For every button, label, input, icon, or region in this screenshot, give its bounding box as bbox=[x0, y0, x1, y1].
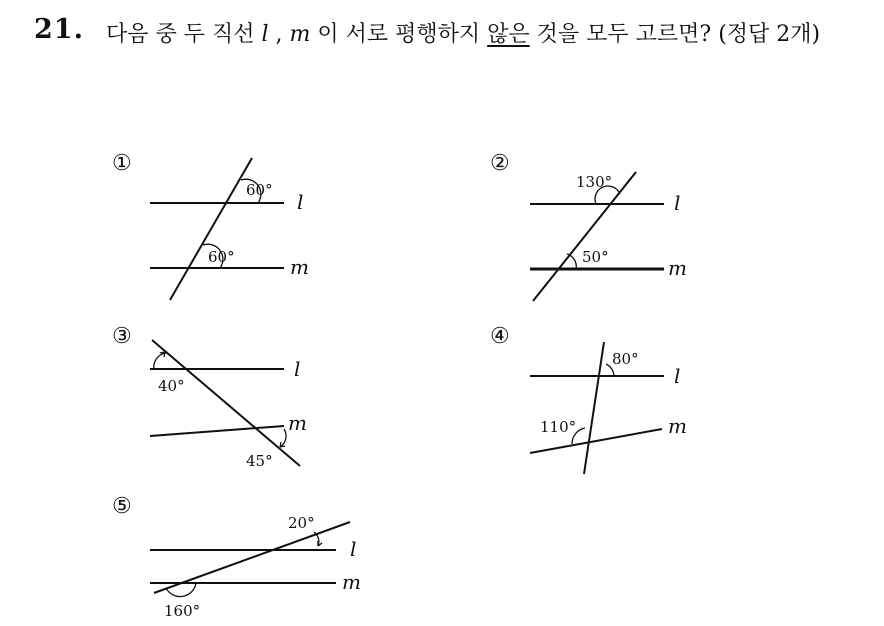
label-l: l bbox=[674, 364, 681, 388]
angle-bottom: 160° bbox=[164, 602, 201, 620]
underlined-keyword: 않은 bbox=[487, 22, 530, 47]
figure-4 bbox=[490, 324, 687, 474]
angle-bottom: 45° bbox=[246, 452, 273, 470]
label-m: m bbox=[668, 414, 687, 438]
label-m: m bbox=[342, 570, 361, 594]
choice-3-marker: ③ bbox=[112, 324, 132, 349]
label-l: l bbox=[350, 537, 357, 561]
angle-top: 20° bbox=[288, 514, 315, 532]
choice-5-marker: ⑤ bbox=[112, 494, 132, 519]
angle-bottom: 110° bbox=[540, 418, 577, 436]
figure-2 bbox=[490, 151, 687, 301]
transversal bbox=[584, 342, 604, 474]
label-l: l bbox=[294, 357, 301, 381]
choice-4-marker: ④ bbox=[490, 324, 510, 349]
label-m: m bbox=[288, 411, 307, 435]
choice-1-marker: ① bbox=[112, 151, 132, 176]
figure-5 bbox=[112, 494, 361, 620]
label-l: l bbox=[297, 190, 304, 214]
line-l-variable: l bbox=[261, 22, 269, 47]
angle-arrow-top bbox=[318, 541, 322, 546]
angle-top: 60° bbox=[246, 181, 273, 199]
figure-1 bbox=[112, 151, 309, 300]
label-m: m bbox=[668, 256, 687, 280]
label-m: m bbox=[290, 255, 309, 279]
figure-3 bbox=[112, 324, 307, 470]
transversal bbox=[533, 172, 636, 301]
angle-top: 130° bbox=[576, 173, 613, 191]
question-middle: 이 서로 평행하지 bbox=[310, 22, 488, 47]
angle-bottom: 50° bbox=[582, 248, 609, 266]
transversal bbox=[170, 158, 252, 300]
angle-bottom: 60° bbox=[208, 248, 235, 266]
question-suffix: 것을 모두 고르면? (정답 2개) bbox=[529, 22, 821, 47]
label-l: l bbox=[674, 191, 681, 215]
angle-arc-bottom bbox=[166, 583, 196, 597]
angle-top: 80° bbox=[612, 350, 639, 368]
choice-2-marker: ② bbox=[490, 151, 510, 176]
question-separator: , bbox=[268, 22, 290, 47]
transversal bbox=[152, 340, 300, 466]
question-number: 21. bbox=[34, 14, 84, 45]
line-m-variable: m bbox=[289, 22, 311, 47]
angle-top: 40° bbox=[158, 377, 185, 395]
question-prefix: 다음 중 두 직선 bbox=[106, 22, 262, 47]
